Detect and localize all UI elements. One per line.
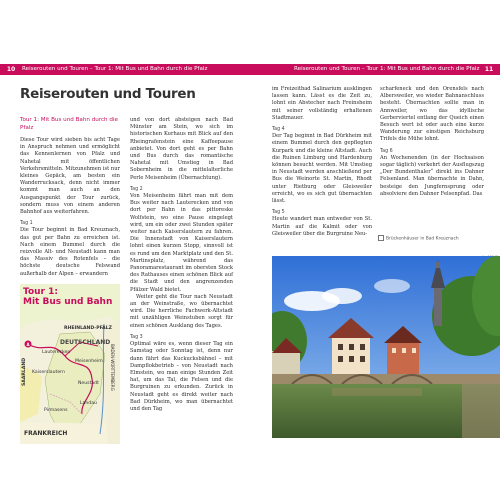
col2-paragraph-1: scharfeneck und den Orensfels nach Albersweiler, wo wieder Bahnanschluss besteht. Übernachten sollte man in Annweiler, wo das idyllische Gerberviertel entlang der Queich einen Besuch wert ist oder auch eine kurze Wanderung zur einstigen Reichsburg Trifels die Mühe lohnt. bbox=[380, 86, 484, 143]
map-label-germany: DEUTSCHLAND bbox=[60, 339, 111, 346]
day-label: Tag 3 bbox=[130, 334, 143, 340]
map-label-meisenheim: Meisenheim bbox=[75, 359, 103, 364]
map-label-neustadt: Neustadt bbox=[78, 381, 99, 386]
route-map bbox=[20, 284, 120, 444]
intro-paragraph: Diese Tour wird sieben bis acht Tage in Anspruch nehmen und ermöglicht das Kennenlernen von Pfalz und Nahetal mit öffentlichen Verkehrsmitteln. Mitzunehmen ist nur kleines Gepäck, am besten ein Wanderrucksack, denn nicht immer kommt man auch an den Ausgangspunkt der Tour zurück, sondern muss von einem anderen Bahnhof aus weiterfahren. bbox=[20, 137, 120, 216]
map-label-landau: Landau bbox=[80, 401, 97, 406]
running-header: Reiserouten und Touren – Tour 1: Mit Bus und Bahn durch die Pfalz bbox=[294, 66, 480, 72]
map-label-saarland: SAARLAND bbox=[22, 357, 27, 386]
map-label-kaiserslautern: Kaiserslautern bbox=[32, 370, 65, 375]
map-label-lauterecken: Lauterecken bbox=[42, 350, 71, 355]
page-number: 10 bbox=[4, 64, 18, 75]
photo-caption: Brückenhäuser in Bad Kreuznach bbox=[378, 235, 459, 242]
right-column-2 bbox=[380, 86, 484, 198]
col1-paragraph-1: im Freizeitbad Salinarium ausklingen lassen kann. Lässt es die Zeit zu, lohnt ein Abstecher nach Freinsheim mit seiner vollständig erhaltenen Stadtmauer. bbox=[272, 86, 372, 121]
running-header-bar bbox=[250, 64, 500, 75]
page-title: Reiserouten und Touren bbox=[20, 86, 196, 102]
left-column-2 bbox=[130, 117, 233, 413]
tour-subhead: Tour 1: Mit Bus und Bahn durch die Pfalz bbox=[20, 117, 118, 131]
map-title: Tour 1: Mit Bus und Bahn bbox=[23, 287, 113, 307]
photo-illustration bbox=[272, 256, 500, 438]
running-header-bar bbox=[0, 64, 250, 75]
right-column-1 bbox=[272, 86, 372, 238]
day4-paragraph: Der Tag beginnt in Bad Dürkheim mit einem Bummel durch den gepflegten Kurpark und die kleine Altstadt. Auch die Ruinen Limburg und Hardenburg können besucht werden. Mit Umstieg in Neustadt werden anschließend per Bus die Weinorte St. Martin, Rhodt unter Rietburg oder Gleisweiler erreicht, wo es sich gut übernachten lässt. bbox=[272, 133, 372, 205]
day-label: Tag 1 bbox=[20, 221, 33, 227]
day5-paragraph: Heute wandert man entweder von St. Martin auf die Kalmit oder von Gleisweiler über die Burgruine Neu- bbox=[272, 216, 372, 237]
running-header: Reiserouten und Touren – Tour 1: Mit Bus und Bahn durch die Pfalz bbox=[22, 66, 208, 72]
left-column-1 bbox=[20, 117, 120, 278]
map-label-pirmasens: Pirmasens bbox=[44, 408, 68, 413]
map-drawing bbox=[20, 284, 120, 444]
day1-paragraph: Die Tour beginnt in Bad Kreuznach, das gut per Bahn zu erreichen ist. Nach einem Bummel durch die reizvolle Alt- und Neustadt kann man das Massiv des Rotenfels – die höchste deutsche Felswand außerhalb der Alpen – erwandern bbox=[20, 227, 120, 277]
day-label: Tag 5 bbox=[272, 210, 285, 216]
map-label-france: FRANKREICH bbox=[24, 430, 68, 437]
day-label: Tag 2 bbox=[130, 186, 143, 192]
day3-paragraph: Optimal wäre es, wenn dieser Tag ein Samstag oder Sonntag ist, denn nur dann fährt das Kuckucksbähnel – mit Dampflokbetrieb – von Neustadt nach Elmstein, wo man einige Stunden Zeit hat, um das Tal, die Felsen und die Burgruinen zu erkunden. Zurück in Neustadt geht es direkt weiter nach Bad Dürkheim, wo man übernachtet und den Tag bbox=[130, 341, 233, 412]
page-number: 11 bbox=[482, 64, 496, 75]
col2-paragraph-3: Weiter geht die Tour nach Neustadt an der Weinstraße, wo übernachtet wird. Die herrliche Fachwerk-Altstadt mit unzähligen Weinstuben sorgt für einen schönen Ausklang des Tages. bbox=[130, 293, 233, 329]
caption-icon bbox=[378, 235, 384, 241]
map-label-rlp: RHEINLAND-PFALZ bbox=[64, 326, 112, 331]
day6-paragraph: An Wochenenden (in der Hochsaison sogar täglich) verkehrt der Ausflugszug „Der Bundenthaler“ direkt ins Dahner Felsenland. Man übernachte in Dahn, besteige den Jungfernsprung oder absolviere den Dahner Felsenpfad. Das bbox=[380, 154, 484, 197]
day2-paragraph: Von Meisenheim fährt man mit dem Bus weiter nach Lauterecken und von dort per Bahn in das pittoreske Wolfstein, wo eine Pause eingelegt wird, um ein oder zwei Stunden später weiter nach Kaiserslautern zu fahren. Die Innenstadt von Kaiserslautern lohnt einen kurzen Stopp, sinnvoll ist es rund um den Marktplatz und den St. Martinsplatz, während das Panoramarestaurant im obersten Stock des Rathauses einen schönen Blick auf die Stadt und den angrenzenden Pfälzer Wald bietet. bbox=[130, 193, 233, 293]
photo-brueckenhaeuser bbox=[272, 256, 500, 438]
svg-text:A: A bbox=[26, 342, 30, 347]
col2-paragraph-1: und von dort absteigen nach Bad Münster am Stein, wo sich im historischen Kurhaus mit Blick auf den Rheingrafenstein eine Kaffeepause anbietet. Von dort geht es per Bahn und Bus durch das romantische Nahetal mit Umstieg in Bad Sobernheim in die mittelalterliche Perle Meisenheim (Übernachtung). bbox=[130, 117, 233, 181]
day-label: Tag 4 bbox=[272, 127, 285, 133]
day-label: Tag 6 bbox=[380, 148, 393, 154]
map-label-bw: BADEN-WÜRTTEMBERG bbox=[110, 344, 115, 391]
